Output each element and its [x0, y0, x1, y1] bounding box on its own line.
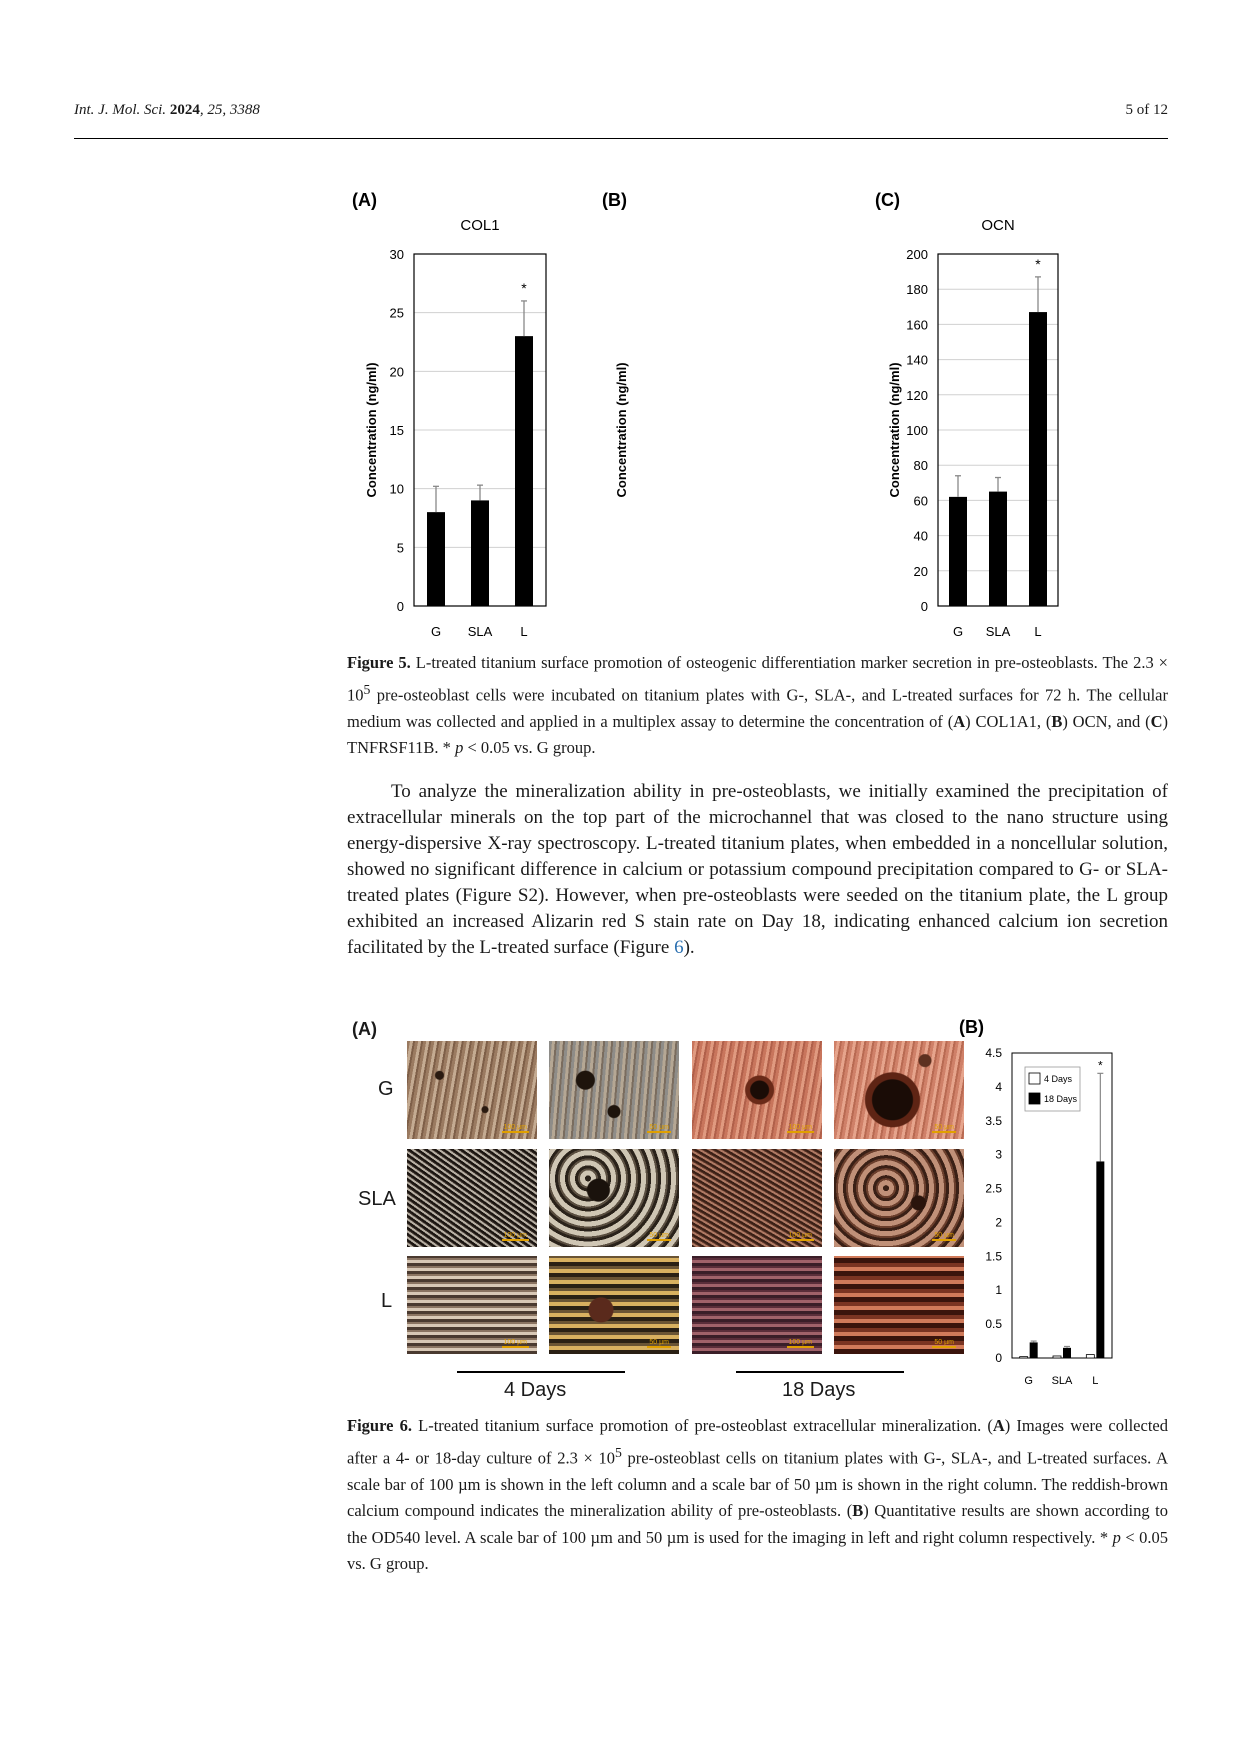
bar: [427, 512, 445, 606]
y-tick-label: 3.5: [985, 1113, 1002, 1128]
y-tick-label: 100: [906, 423, 928, 438]
day-18-line: [736, 1371, 904, 1373]
y-tick-label: 1: [995, 1283, 1002, 1298]
day-18-label: 18 Days: [782, 1379, 856, 1401]
y-tick-label: 25: [389, 305, 404, 321]
panel-label: (C): [875, 190, 900, 210]
y-tick-label: 2.5: [985, 1181, 1002, 1196]
bar: [949, 497, 967, 606]
micrograph-l-18d-left: 100 µm: [692, 1256, 822, 1354]
bar-4-days: [1086, 1355, 1094, 1358]
panel-label-6a: (A): [352, 1019, 377, 1039]
y-tick-label: 140: [906, 352, 928, 368]
micrograph-sla-4d-right: 50 µm: [549, 1149, 679, 1247]
x-tick-label: SLA: [985, 624, 1011, 639]
y-tick-label: 10: [389, 481, 404, 497]
header-rule: [74, 138, 1168, 139]
body-paragraph: To analyze the mineralization ability in pre-osteoblasts, we initially examined the precipitation of extracellular minerals on the top part of the microchannel that was closed to the nano structure using energy-dispersive X-ray spectroscopy. L-treated titanium plates, when embedded in a noncellular solution, showed no significant difference in calcium or potassium compound precipitation compared to G- or SLA-treated plates (Figure S2). However, when pre-osteoblasts were seeded on the titanium plate, the L group exhibited an increased Alizarin red S stain rate on Day 18, indicating enhanced calcium ion secretion facilitated by the L-treated surface (Figure 6).: [347, 781, 1168, 958]
micrograph-l-4d-right: 50 µm: [549, 1256, 679, 1354]
figure-6-caption: Figure 6. L-treated titanium surface promotion of pre-osteoblast extracellular mineralization. (A) Images were collected after a 4- or 18-day culture of $2.3 \times 10^5$ pre-osteoblast cells on titanium plates with G-, SLA-, and L-treated surfaces. A scale bar of 100 µm is shown in the left column and a scale bar of 50 µm is shown in the right column. The reddish-brown calcium compound indicates the mineralization ability of pre-osteoblasts. (B) Quantitative results are shown according to the OD540 level. A scale bar of 100 µm and 50 µm is used for the imaging in left and right column respectively. * p < 0.05 vs. G group.: [347, 1416, 1169, 1573]
y-tick-label: 20: [389, 364, 404, 380]
legend-swatch: [1029, 1093, 1040, 1104]
y-tick-label: 2: [995, 1215, 1002, 1230]
chart-2: [602, 190, 1058, 639]
figure-6-panel-b: [955, 1015, 1170, 1395]
bar-18-days: [1096, 1161, 1104, 1358]
y-tick-label: 60: [913, 493, 928, 509]
y-tick-label: 5: [396, 540, 404, 556]
micrograph-sla-18d-right: 50 µm: [834, 1149, 964, 1247]
legend-swatch: [1029, 1073, 1040, 1084]
micrograph-g-4d-left: 100 µm: [407, 1041, 537, 1139]
chart-title: OCN: [981, 217, 1015, 234]
figure-5: [340, 180, 1170, 640]
chart-title: COL1: [460, 217, 500, 234]
y-tick-label: 0: [920, 599, 928, 614]
y-tick-label: 4.5: [985, 1046, 1002, 1060]
x-tick-label: L: [520, 624, 528, 639]
bar: [515, 336, 533, 606]
page-number: 5 of 12: [1125, 102, 1168, 118]
y-tick-label: 80: [913, 458, 928, 474]
legend-label: 4 Days: [1044, 1074, 1073, 1084]
row-label-l: L: [381, 1290, 393, 1312]
micrograph-l-18d-right: 50 µm: [834, 1256, 964, 1354]
micrograph-g-18d-right: 50 µm: [834, 1041, 964, 1139]
bar-4-days: [1020, 1357, 1028, 1358]
bar: [1029, 312, 1047, 606]
y-axis-label: Concentration (ng/ml): [614, 362, 629, 498]
x-tick-label: G: [1024, 1375, 1033, 1387]
panel-label: (B): [602, 190, 627, 210]
micrograph-g-4d-right: 50 µm: [549, 1041, 679, 1139]
y-tick-label: 120: [906, 387, 928, 403]
x-tick-label: G: [952, 624, 964, 639]
micrograph-g-18d-left: 100 µm: [692, 1041, 822, 1139]
y-tick-label: 160: [906, 317, 928, 333]
row-label-g: G: [378, 1078, 394, 1100]
significance-mark: *: [1035, 255, 1041, 272]
bar-18-days: [1030, 1342, 1038, 1358]
micrograph-sla-4d-left: 100 µm: [407, 1149, 537, 1247]
x-tick-label: L: [1034, 624, 1042, 639]
x-tick-label: G: [430, 624, 442, 639]
y-tick-label: 40: [913, 528, 928, 544]
x-tick-label: SLA: [1051, 1375, 1073, 1387]
y-tick-label: 4: [995, 1079, 1002, 1094]
bar: [471, 500, 489, 606]
significance-mark: *: [521, 279, 527, 296]
chart-6b: [959, 1017, 1112, 1387]
y-tick-label: 0: [995, 1351, 1002, 1365]
y-tick-label: 20: [913, 563, 928, 579]
panel-label: (A): [352, 190, 377, 210]
bar-18-days: [1063, 1348, 1071, 1358]
x-tick-label: SLA: [467, 624, 493, 639]
figure-5-caption: Figure 5. L-treated titanium surface promotion of osteogenic differentiation marker secretion in pre-osteoblasts. The $2.3 \times 10^5$ pre-osteoblast cells were incubated on titanium plates with G-, SLA-, and L-treated surfaces for 72 h. The cellular medium was collected and applied in a multiplex assay to determine the concentration of (A) COL1A1, (B) OCN, and (C) TNFRSF11B. * p < 0.05 vs. G group.: [347, 653, 1169, 757]
micrograph-l-4d-left: 100 µm: [407, 1256, 537, 1354]
day-4-label: 4 Days: [504, 1379, 567, 1401]
y-tick-label: 0.5: [985, 1317, 1002, 1332]
significance-mark: *: [1097, 1058, 1103, 1073]
row-label-sla: SLA: [358, 1188, 396, 1210]
y-tick-label: 3: [995, 1147, 1002, 1162]
legend-label: 18 Days: [1044, 1094, 1078, 1104]
y-tick-label: 0: [396, 599, 404, 614]
x-tick-label: L: [1092, 1375, 1099, 1387]
y-tick-label: 30: [389, 247, 404, 262]
figure-6-link[interactable]: 6: [674, 937, 684, 958]
panel-label: (B): [959, 1017, 984, 1037]
chart-1: [352, 190, 546, 639]
y-tick-label: 200: [906, 247, 928, 262]
y-axis-label: Concentration (ng/ml): [887, 362, 902, 498]
y-tick-label: 15: [389, 423, 404, 438]
journal-citation: Int. J. Mol. Sci. 2024, 25, 3388: [74, 102, 260, 118]
day-4-line: [457, 1371, 625, 1373]
micrograph-sla-18d-left: 100 µm: [692, 1149, 822, 1247]
bar: [989, 492, 1007, 606]
y-tick-label: 180: [906, 282, 928, 298]
bar-4-days: [1053, 1356, 1061, 1358]
y-tick-label: 1.5: [985, 1249, 1002, 1264]
y-axis-label: Concentration (ng/ml): [364, 362, 379, 498]
legend: [1025, 1067, 1080, 1111]
